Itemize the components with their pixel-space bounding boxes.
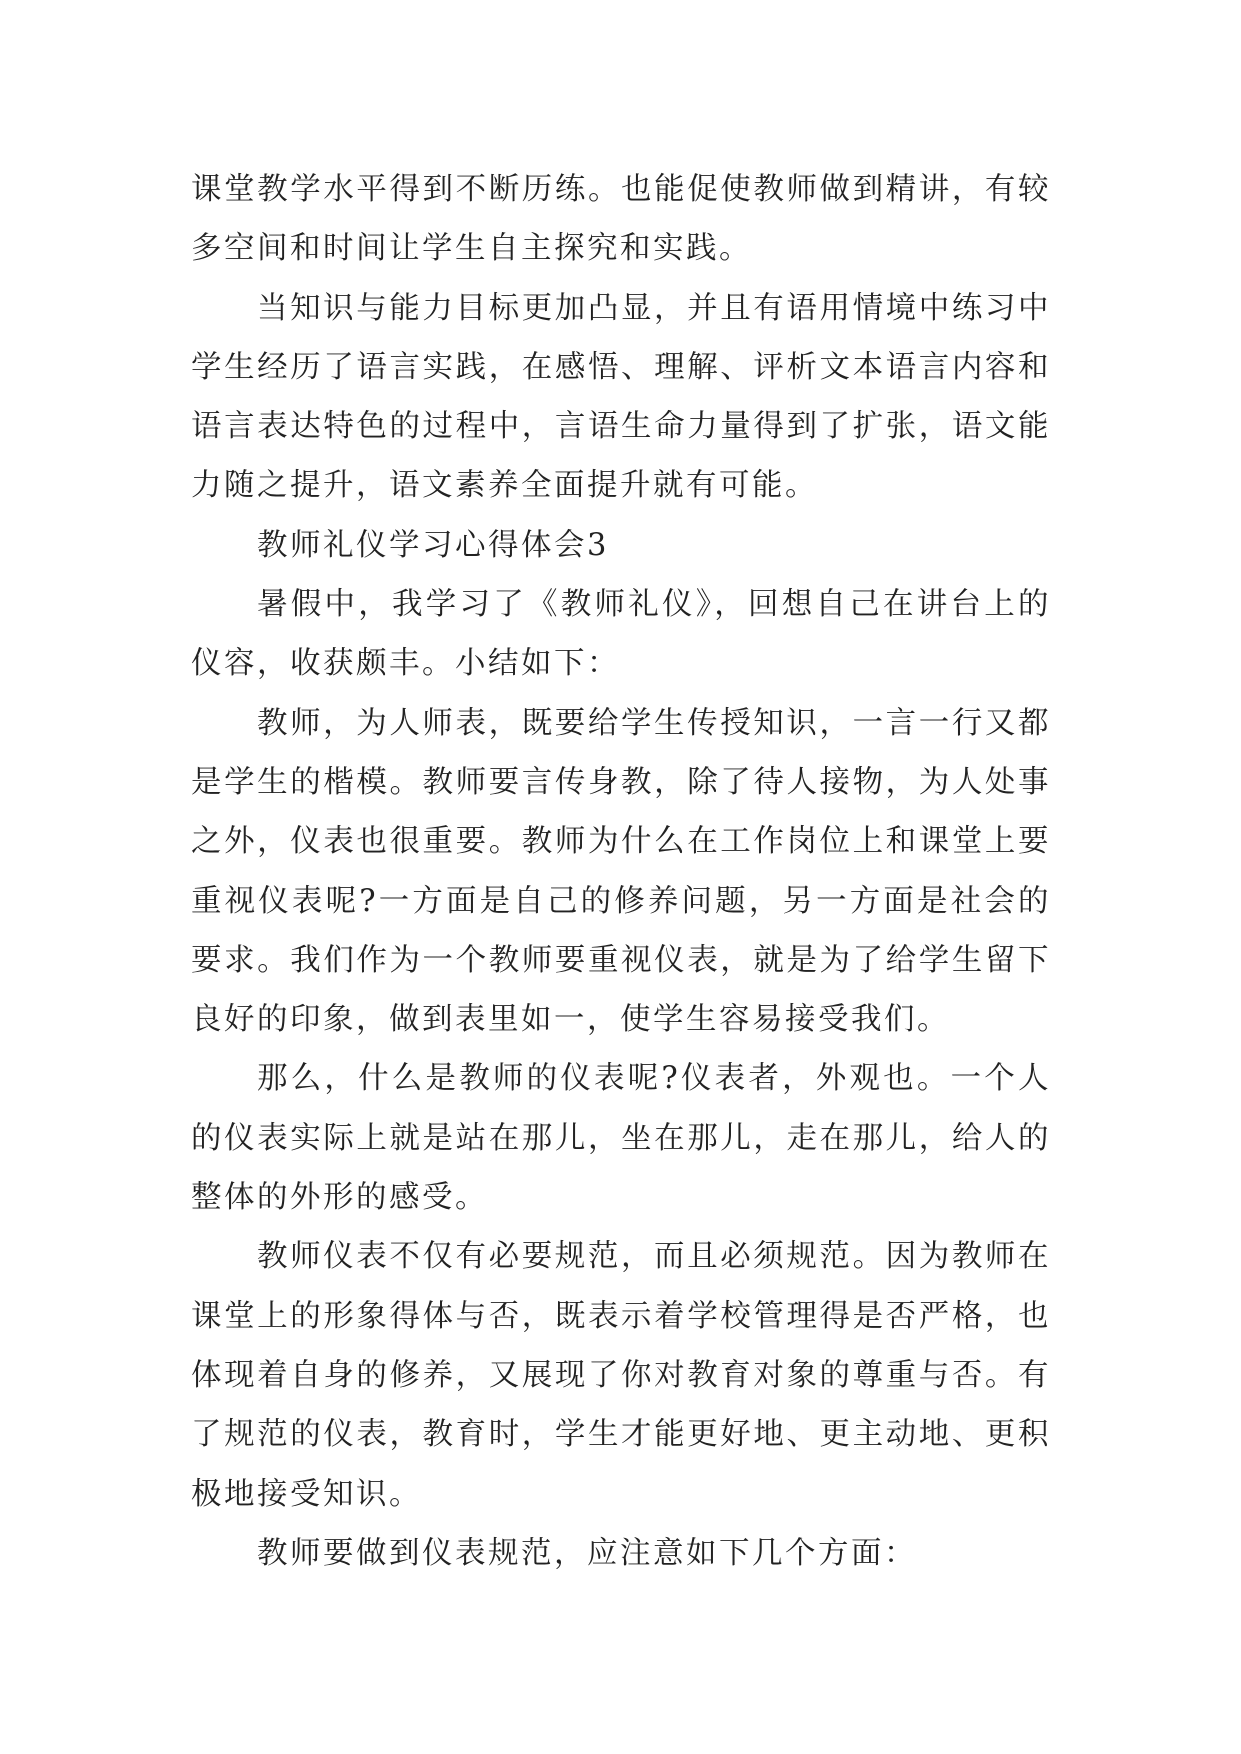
paragraph: 教师要做到仪表规范，应注意如下几个方面： [257, 1535, 917, 1571]
paragraph: 那么，什么是教师的仪表呢?仪表者，外观也。一个人的仪表实际上就是站在那儿，坐在那儿，走在那儿，给人的整体的外形的感受。 [191, 1061, 1051, 1216]
paragraph: 课堂教学水平得到不断历练。也能促使教师做到精讲，有较多空间和时间让学生自主探究和实践。 [191, 172, 1051, 267]
paragraph: 教师，为人师表，既要给学生传授知识，一言一行又都是学生的楷模。教师要言传身教，除了待人接物，为人处事之外，仪表也很重要。教师为什么在工作岗位上和课堂上要重视仪表呢?一方面是自己的修养问题，另一方面是社会的要求。我们作为一个教师要重视仪表，就是为了给学生留下良好的印象，做到表里如一，使学生容易接受我们。 [191, 705, 1051, 1038]
section-heading: 教师礼仪学习心得体会3 [257, 527, 609, 563]
document-body [191, 160, 1051, 1583]
paragraph: 当知识与能力目标更加凸显，并且有语用情境中练习中学生经历了语言实践，在感悟、理解、评析文本语言内容和语言表达特色的过程中，言语生命力量得到了扩张，语文能力随之提升，语文素养全面提升就有可能。 [191, 290, 1051, 504]
paragraph: 暑假中，我学习了《教师礼仪》，回想自己在讲台上的仪容，收获颇丰。小结如下： [191, 587, 1051, 682]
paragraph: 教师仪表不仅有必要规范，而且必须规范。因为教师在课堂上的形象得体与否，既表示着学校管理得是否严格，也体现着自身的修养，又展现了你对教育对象的尊重与否。有了规范的仪表，教育时，学生才能更好地、更主动地、更积极地接受知识。 [191, 1239, 1051, 1512]
